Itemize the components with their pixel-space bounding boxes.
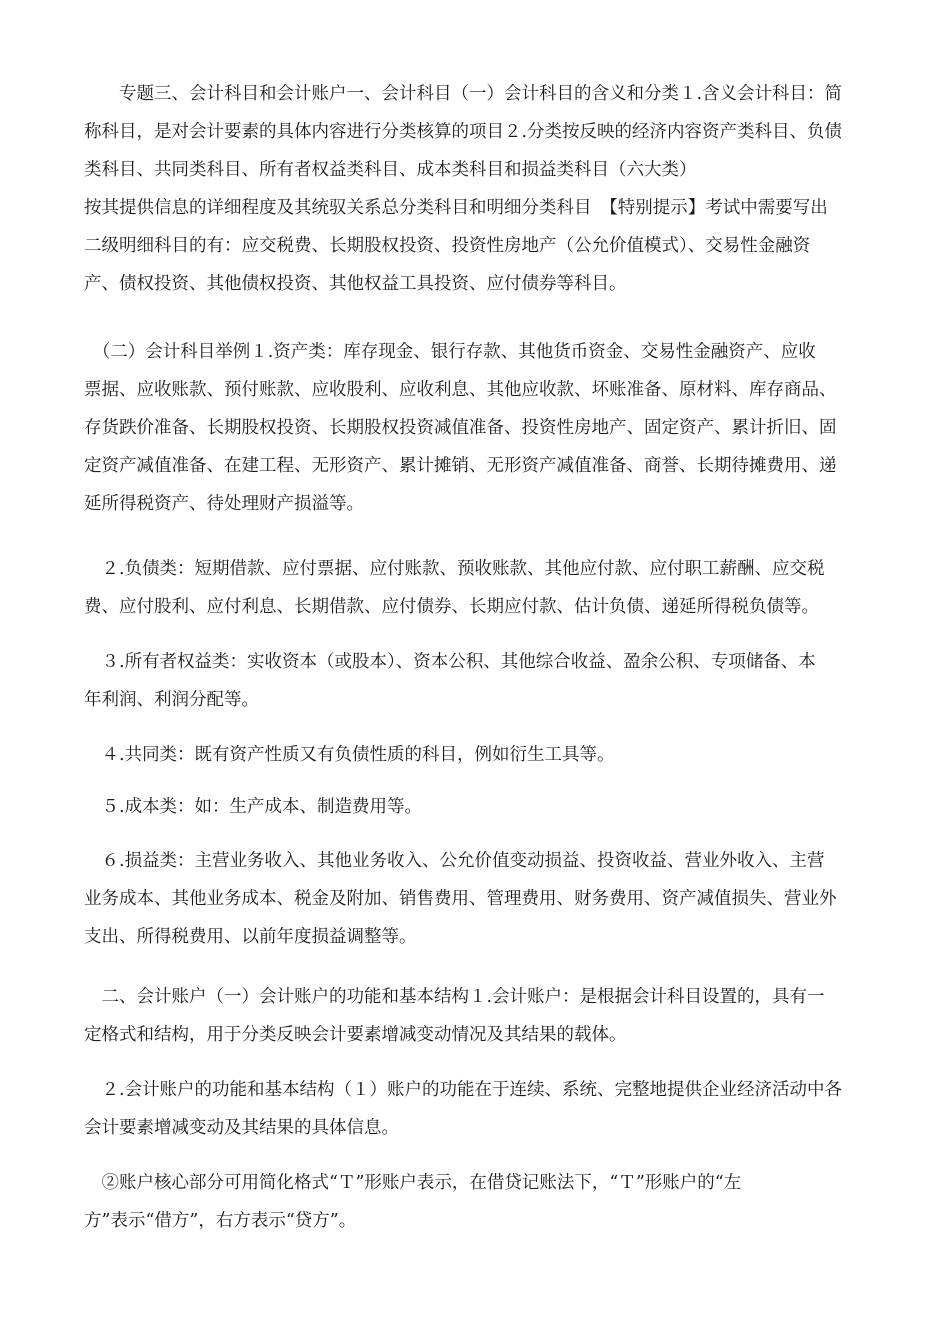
text-line: 按其提供信息的详细程度及其统驭关系总分类科目和明细分类科目 【特别提示】考试中需要写出 [84, 198, 828, 218]
text-line: ２.负债类：短期借款、应付票据、应付账款、预收账款、其他应付款、应付职工薪酬、应交税 [84, 559, 825, 579]
text-line: 费、应付股利、应付利息、长期借款、应付债券、长期应付款、估计负债、递延所得税负债等。 [84, 597, 819, 617]
text-line: 定资产减值准备、在建工程、无形资产、累计摊销、无形资产减值准备、商誉、长期待摊费用、递 [84, 456, 837, 476]
paragraph-profit-loss [84, 842, 869, 956]
text-line: 专题三、会计科目和会计账户一、会计科目（一）会计科目的含义和分类１.含义会计科目：简 [84, 84, 843, 104]
text-line: ４.共同类：既有资产性质又有负债性质的科目，例如衍生工具等。 [84, 745, 615, 765]
text-line: 类科目、共同类科目、所有者权益类科目、成本类科目和损益类科目（六大类） [84, 160, 697, 180]
text-line: ３.所有者权益类：实收资本（或股本）、资本公积、其他综合收益、盈余公积、专项储备、本 [84, 652, 816, 672]
text-line: 会计要素增减变动及其结果的具体信息。 [84, 1118, 399, 1138]
paragraph-cost [84, 788, 869, 826]
paragraph-accounts-intro [84, 978, 869, 1054]
text-line: 定格式和结构，用于分类反映会计要素增减变动情况及其结果的载体。 [84, 1025, 627, 1045]
text-line: ５.成本类：如：生产成本、制造费用等。 [84, 797, 423, 817]
text-line: ②账户核心部分可用简化格式“Ｔ”形账户表示，在借贷记账法下，“Ｔ”形账户的“左 [84, 1173, 742, 1193]
paragraph-liabilities [84, 550, 869, 626]
text-line: 存货跌价准备、长期股权投资、长期股权投资减值准备、投资性房地产、固定资产、累计折旧、固 [84, 418, 837, 438]
text-line: 业务成本、其他业务成本、税金及附加、销售费用、管理费用、财务费用、资产减值损失、营业外 [84, 889, 837, 909]
paragraph-common [84, 736, 869, 774]
text-line: 产、债权投资、其他债权投资、其他权益工具投资、应付债券等科目。 [84, 274, 627, 294]
text-line: 支出、所得税费用、以前年度损益调整等。 [84, 927, 417, 947]
text-line: 方”表示“借方”，右方表示“贷方”。 [84, 1211, 357, 1231]
paragraph-account-function [84, 1071, 869, 1147]
text-line: ２.会计账户的功能和基本结构（１）账户的功能在于连续、系统、完整地提供企业经济活动中各 [84, 1080, 843, 1100]
text-line: 延所得税资产、待处理财产损溢等。 [84, 494, 364, 514]
text-line: 二级明细科目的有：应交税费、长期股权投资、投资性房地产（公允价值模式）、交易性金融资 [84, 236, 811, 256]
text-line: 称科目，是对会计要素的具体内容进行分类核算的项目２.分类按反映的经济内容资产类科目、负债 [84, 122, 843, 142]
text-line: 票据、应收账款、预付账款、应收股利、应收利息、其他应收款、坏账准备、原材料、库存商品、 [84, 380, 837, 400]
paragraph-accounting-subjects-intro [84, 75, 869, 303]
text-line: 二、会计账户（一）会计账户的功能和基本结构１.会计账户：是根据会计科目设置的，具有一 [84, 987, 825, 1007]
text-line: 年利润、利润分配等。 [84, 690, 259, 710]
text-line: （二）会计科目举例１.资产类：库存现金、银行存款、其他货币资金、交易性金融资产、应收 [84, 342, 816, 362]
text-line: ６.损益类：主营业务收入、其他业务收入、公允价值变动损益、投资收益、营业外收入、主营 [84, 851, 825, 871]
paragraph-asset-examples [84, 333, 869, 523]
paragraph-t-account [84, 1164, 869, 1240]
paragraph-owners-equity [84, 643, 869, 719]
